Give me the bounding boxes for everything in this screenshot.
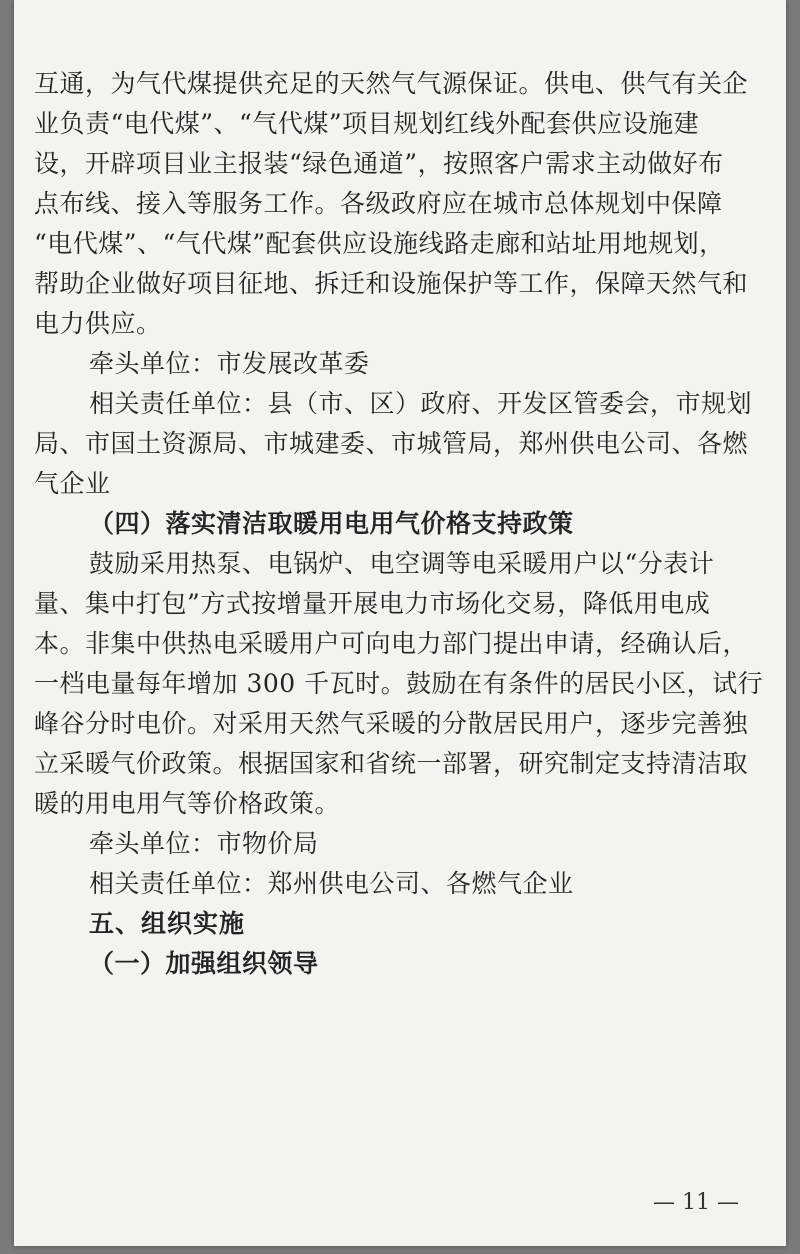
text-line: 暖的用电用气等价格政策。	[34, 789, 341, 818]
text-line: 局、市国土资源局、市城建委、市城管局，郑州供电公司、各燃	[34, 429, 749, 458]
text-line: 互通，为气代煤提供充足的天然气气源保证。供电、供气有关企	[34, 69, 749, 98]
text-line: 本。非集中供热电采暖用户可向电力部门提出申请，经确认后，	[34, 629, 749, 658]
text-line: 气企业	[34, 469, 111, 498]
text-line: 量、集中打包”方式按增量开展电力市场化交易，降低用电成	[34, 589, 711, 618]
related-units-block	[34, 384, 766, 504]
text-line: 立采暖气价政策。根据国家和省统一部署，研究制定支持清洁取	[34, 749, 749, 778]
text-line: 相关责任单位：县（市、区）政府、开发区管委会，市规划	[89, 389, 753, 418]
document-page	[14, 0, 786, 1246]
lead-unit-line: 牵头单位：市物价局	[89, 829, 319, 858]
section-4-title: （四）落实清洁取暖用电用气价格支持政策	[89, 509, 574, 538]
page-number: — 11 —	[653, 1190, 739, 1215]
text-line: 峰谷分时电价。对采用天然气采暖的分散居民用户，逐步完善独	[34, 709, 749, 738]
text-line: 帮助企业做好项目征地、拆迁和设施保护等工作，保障天然气和	[34, 269, 749, 298]
subsection-1-title: （一）加强组织领导	[89, 949, 319, 978]
document-body	[34, 64, 766, 984]
text-line: 一档电量每年增加 300 千瓦时。鼓励在有条件的居民小区，试行	[34, 669, 764, 698]
text-line: 点布线、接入等服务工作。各级政府应在城市总体规划中保障	[34, 189, 723, 218]
text-line: 电力供应。	[34, 309, 162, 338]
paragraph-gas-supply	[34, 64, 766, 344]
lead-unit-line: 牵头单位：市发展改革委	[89, 349, 370, 378]
paragraph-price-policy	[34, 544, 766, 824]
text-line: 鼓励采用热泵、电锅炉、电空调等电采暖用户以“分表计	[89, 549, 715, 578]
text-line: 设，开辟项目业主报装“绿色通道”，按照客户需求主动做好布	[34, 149, 724, 178]
related-units-line: 相关责任单位：郑州供电公司、各燃气企业	[89, 869, 574, 898]
chapter-5-title: 五、组织实施	[89, 909, 246, 938]
text-line: “电代煤”、“气代煤”配套供应设施线路走廊和站址用地规划，	[34, 229, 725, 258]
text-line: 业负责“电代煤”、“气代煤”项目规划红线外配套供应设施建	[34, 109, 700, 138]
